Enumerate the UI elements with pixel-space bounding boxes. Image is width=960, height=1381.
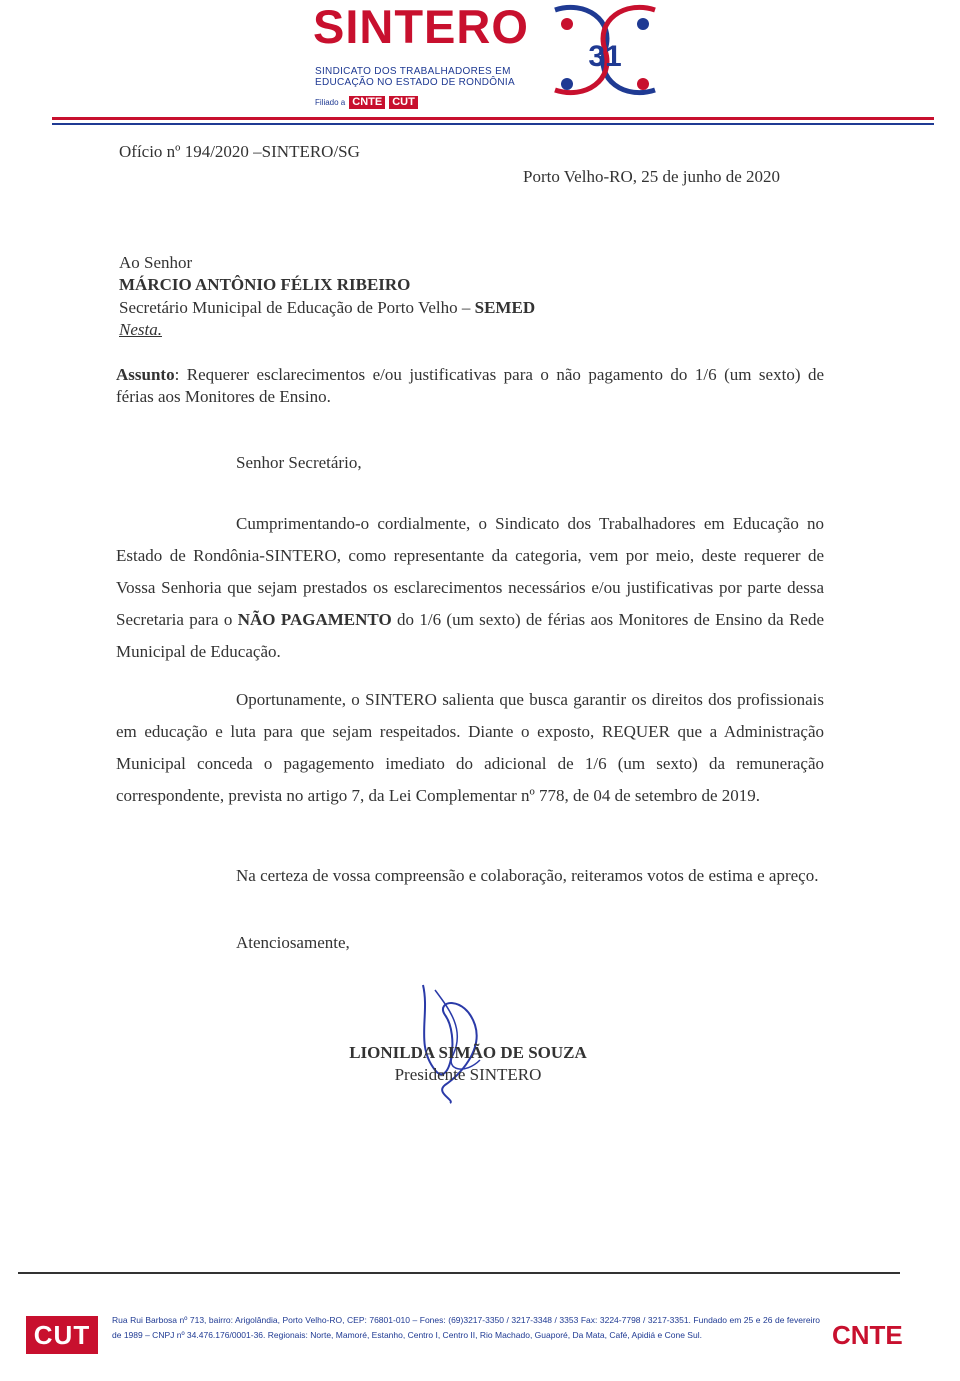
sintero-emblem-icon <box>545 0 665 112</box>
header-rule-red <box>52 117 934 120</box>
subject-text: : Requerer esclarecimentos e/ou justificativas para o não pagamento do 1/6 (um sexto) de férias aos Monitores de Ensino. <box>116 365 824 406</box>
logo-subtitle-line-2: EDUCAÇÃO NO ESTADO DE RONDÔNIA <box>315 77 515 88</box>
logo-subtitle-line-1: SINDICATO DOS TRABALHADORES EM <box>315 66 511 77</box>
footer-address: Rua Rui Barbosa nº 713, bairro: Arigolândia, Porto Velho-RO, CEP: 76801-010 – Fones: (69)3217-3350 / 3217-3348 / 3353 Fax: 3224-7798 / 3217-3351. Fundado em 25 e 26 de fevereiro de 1989 – CNPJ nº 34.476.176/0001-36. Regionais: Norte, Mamoré, Estanho, Centro I, Centro II, Rio Machado, Guaporé, Da Mata, Café, Apidiá e Cone Sul. <box>112 1315 820 1340</box>
recipient-org: SEMED <box>474 298 536 317</box>
logo-wordmark: SINTERO <box>313 0 529 53</box>
affiliation-cnte: CNTE <box>349 96 385 109</box>
paragraph-1-text-a: Cumprimentando-o cordialmente, o Sindicato dos Trabalhadores em Educação no Estado de Rondônia-SINTERO, como representante da categoria, vem por meio, deste requerer de Vossa Senhoria que sejam prestados os esclarecimentos necessários e/ou justificativas por parte dessa Secretaria para o <box>116 514 824 629</box>
recipient-title <box>119 297 535 319</box>
logo-subtitle <box>315 66 515 88</box>
paragraph-1-text-b: do 1/6 (um sexto) de férias aos Monitores de Ensino da Rede Municipal de Educação. <box>116 610 825 661</box>
emblem-number: 31 <box>588 40 622 73</box>
logo-affiliation <box>315 96 418 109</box>
signer-title: Presidente SINTERO <box>394 1065 542 1084</box>
paragraph-1-emphasis: NÃO PAGAMENTO <box>237 610 392 629</box>
cnte-logo: CNTE <box>832 1320 903 1350</box>
closing: Atenciosamente, <box>236 933 350 952</box>
footer-rule <box>18 1272 900 1274</box>
signature-block <box>328 1042 608 1086</box>
subject-line <box>116 364 824 408</box>
document-reference: Ofício nº 194/2020 –SINTERO/SG <box>119 142 360 161</box>
paragraph-1 <box>116 508 824 668</box>
recipient-name: MÁRCIO ANTÔNIO FÉLIX RIBEIRO <box>119 275 411 294</box>
greeting: Senhor Secretário, <box>236 453 362 472</box>
affiliation-cut: CUT <box>389 96 418 109</box>
cut-logo: CUT <box>26 1316 98 1354</box>
recipient-title-prefix: Secretário Municipal de Educação de Porto Velho – <box>119 298 471 317</box>
recipient-salutation: Ao Senhor <box>119 253 193 272</box>
sintero-logo <box>305 0 675 118</box>
recipient-location: Nesta. <box>119 320 162 339</box>
signer-name: LIONILDA SIMÃO DE SOUZA <box>349 1043 587 1062</box>
place-date: Porto Velho-RO, 25 de junho de 2020 <box>523 167 781 186</box>
affiliation-prefix: Filiado a <box>315 98 346 107</box>
paragraph-3: Na certeza de vossa compreensão e colaboração, reiteramos votos de estima e apreço. <box>236 866 819 885</box>
subject-label: Assunto <box>116 365 175 384</box>
paragraph-2: Oportunamente, o SINTERO salienta que busca garantir os direitos dos profissionais em educação e luta para que sejam respeitados. Diante o exposto, REQUER que a Administração Municipal conceda o pagagemento imediato do adicional de 1/6 (um sexto) da remuneração correspondente, prevista no artigo 7, da Lei Complementar nº 778, de 04 de setembro de 2019. <box>116 690 824 805</box>
header-rule-blue <box>52 123 934 125</box>
